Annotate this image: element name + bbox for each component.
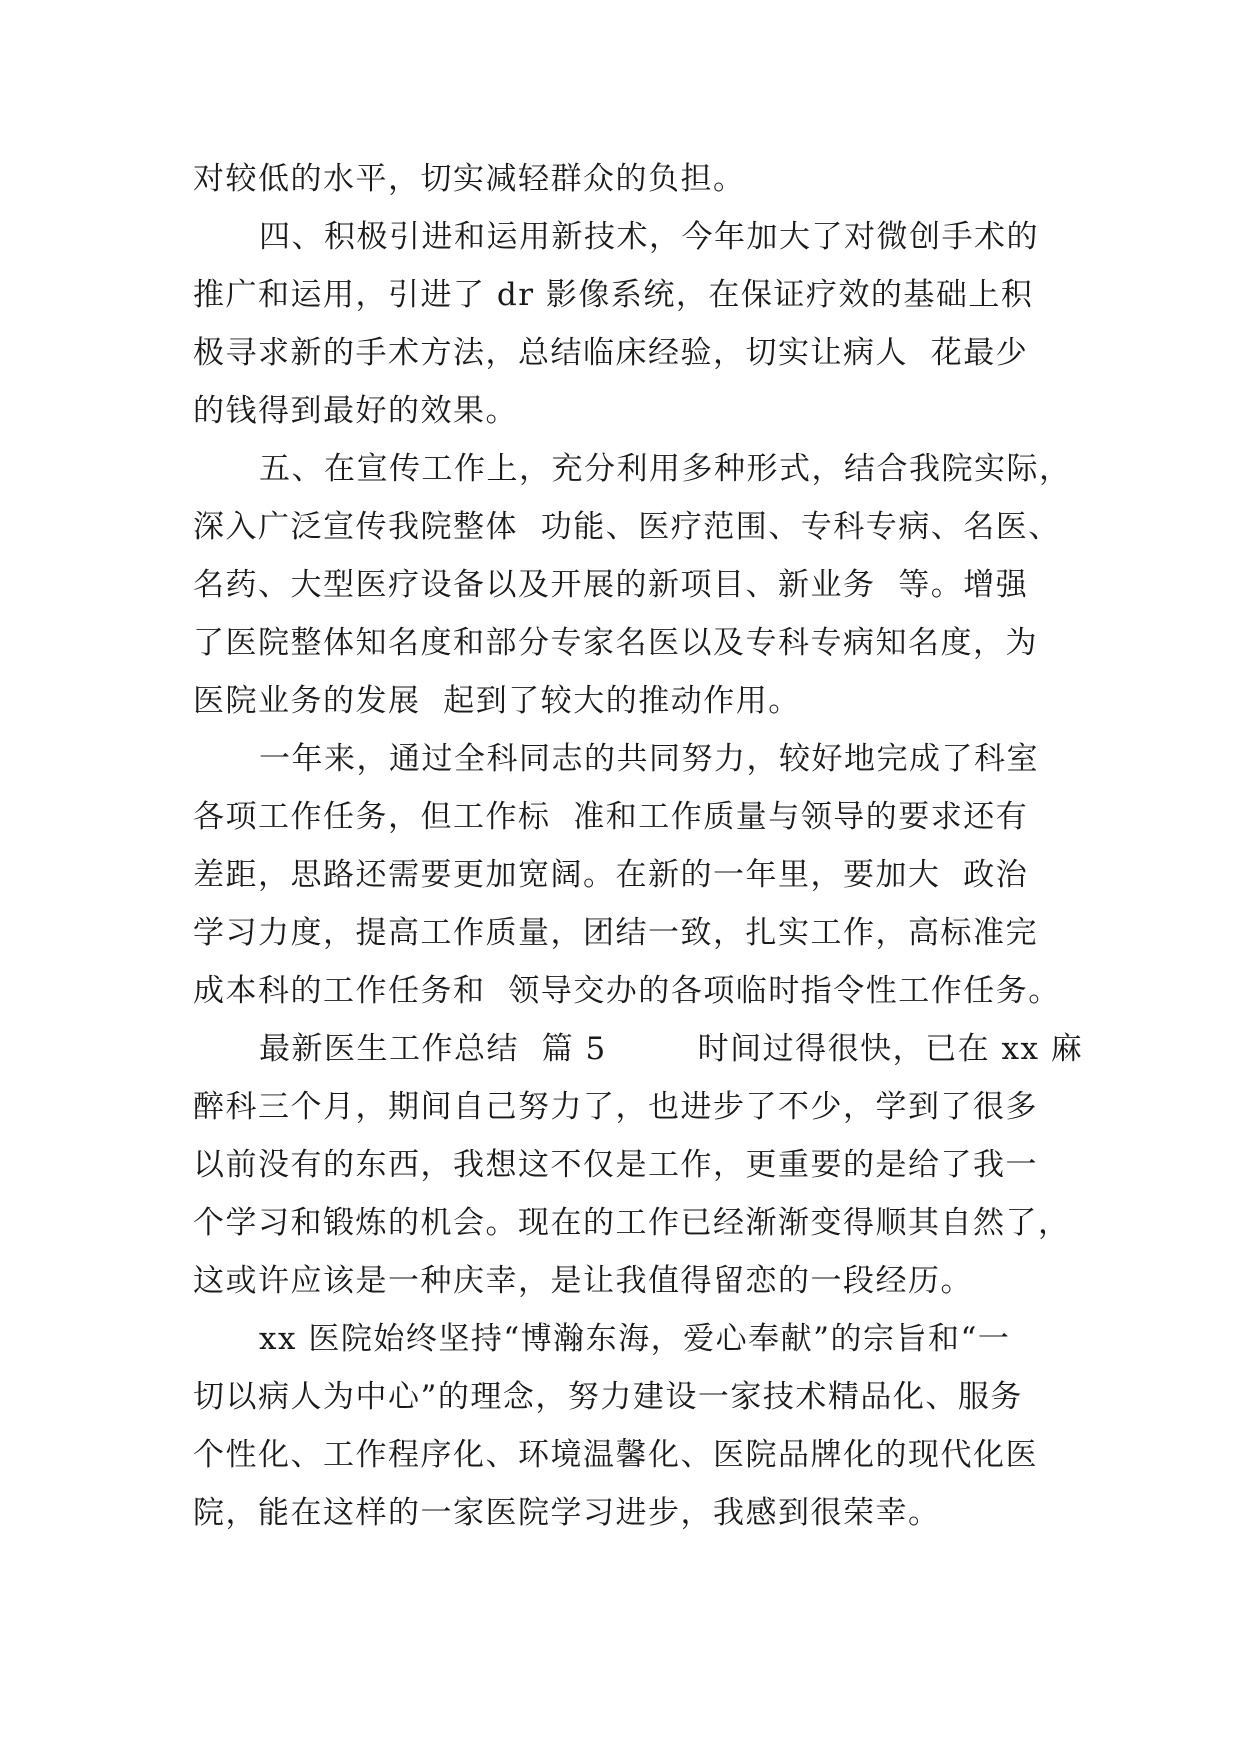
paragraph-start-line: 四、积极引进和运用新技术，今年加大了对微创手术的: [259, 219, 1039, 255]
text-line: 的钱得到最好的效果。: [193, 393, 518, 429]
text-line: 切以病人为中心”的理念，努力建设一家技术精品化、服务: [193, 1379, 1023, 1415]
text-line: 深入广泛宣传我院整体 功能、医疗范围、专科专病、名医、: [193, 509, 1061, 545]
paragraph-start-line: 一年来，通过全科同志的共同努力，较好地完成了科室: [259, 741, 1039, 777]
text-line: 各项工作任务，但工作标 准和工作质量与领导的要求还有: [193, 799, 1029, 835]
text-line: 了医院整体知名度和部分专家名医以及专科专病知名度，为: [193, 625, 1038, 661]
text-line: 对较低的水平，切实减轻群众的负担。: [193, 161, 746, 197]
text-line: 名药、大型医疗设备以及开展的新项目、新业务 等。增强: [193, 567, 1029, 603]
paragraph-start-line: 五、在宣传工作上，充分利用多种形式，结合我院实际，: [259, 451, 1072, 487]
text-line: 这或许应该是一种庆幸，是让我值得留恋的一段经历。: [193, 1263, 973, 1299]
text-line: 差距，思路还需要更加宽阔。在新的一年里，要加大 政治: [193, 857, 1029, 893]
text-line: 极寻求新的手术方法，总结临床经验，切实让病人 花最少: [193, 335, 1029, 371]
text-line: 个学习和锻炼的机会。现在的工作已经渐渐变得顺其自然了，: [193, 1205, 1071, 1241]
paragraph-start-line: 最新医生工作总结 篇 5 时间过得很快，已在 xx 麻: [259, 1031, 1084, 1067]
body-text: [193, 150, 1084, 1542]
text-line: 个性化、工作程序化、环境温馨化、医院品牌化的现代化医: [193, 1437, 1038, 1473]
paragraph-start-line: xx 医院始终坚持“博瀚东海，爱心奉献”的宗旨和“一: [259, 1321, 1011, 1357]
text-line: 以前没有的东西，我想这不仅是工作，更重要的是给了我一: [193, 1147, 1038, 1183]
text-line: 推广和运用，引进了 dr 影像系统，在保证疗效的基础上积: [193, 277, 1034, 313]
text-line: 成本科的工作任务和 领导交办的各项临时指令性工作任务。: [193, 973, 1061, 1009]
text-line: 医院业务的发展 起到了较大的推动作用。: [193, 683, 801, 719]
text-line: 学习力度，提高工作质量，团结一致，扎实工作，高标准完: [193, 915, 1038, 951]
text-line: 院，能在这样的一家医院学习进步，我感到很荣幸。: [193, 1495, 941, 1531]
text-line: 醉科三个月，期间自己努力了，也进步了不少，学到了很多: [193, 1089, 1038, 1125]
